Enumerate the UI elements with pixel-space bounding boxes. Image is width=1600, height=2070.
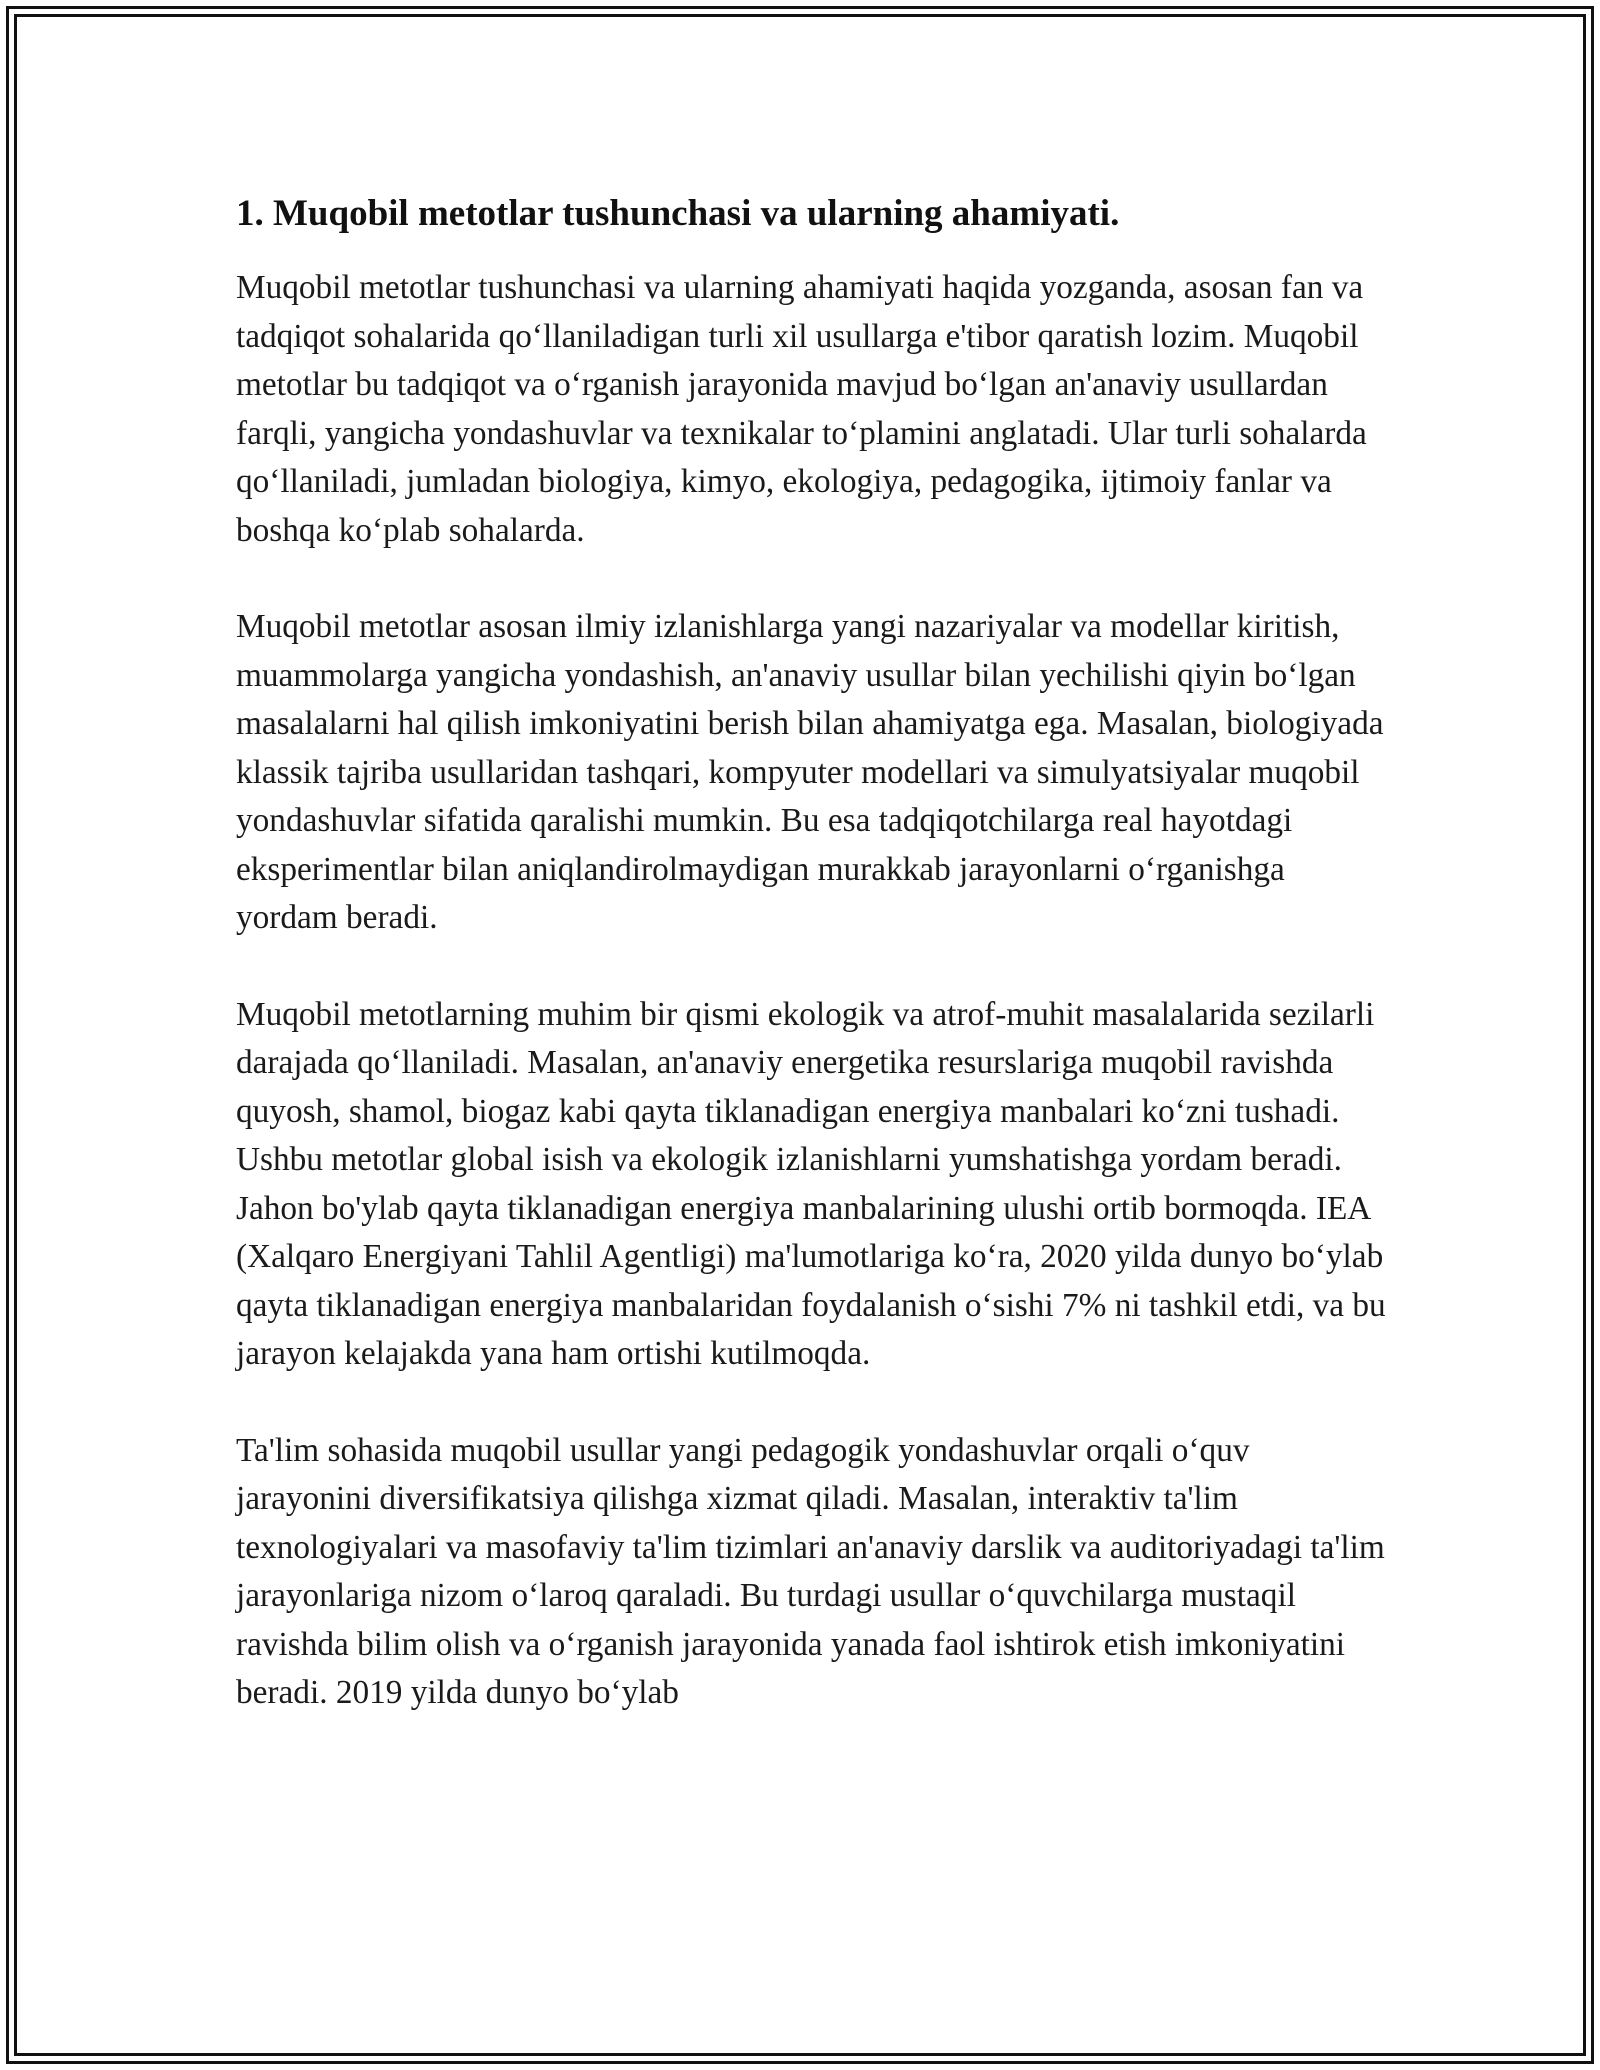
paragraph-1: Muqobil metotlar tushunchasi va ularning ahamiyati haqida yozganda, asosan fan va tadqiqot sohalarida qo‘llaniladigan turli xil usullarga e'tibor qaratish lozim. Muqobil metotlar bu tadqiqot va o‘rganish jarayonida mavjud bo‘lgan an'anaviy usullardan farqli, yangicha yondashuvlar va texnikalar to‘plamini anglatadi. Ular turli sohalarda qo‘llaniladi, jumladan biologiya, kimyo, ekologiya, pedagogika, ijtimoiy fanlar va boshqa ko‘plab sohalarda.: [236, 269, 1367, 549]
paragraph-2: Muqobil metotlar asosan ilmiy izlanishlarga yangi nazariyalar va modellar kiritish, muammolarga yangicha yondashish, an'anaviy usullar bilan yechilishi qiyin bo‘lgan masalalarni hal qilish imkoniyatini berish bilan ahamiyatga ega. Masalan, biologiyada klassik tajriba usullaridan tashqari, kompyuter modellari va simulyatsiyalar muqobil yondashuvlar sifatida qaralishi mumkin. Bu esa tadqiqotchilarga real hayotdagi eksperimentlar bilan aniqlandirolmaydigan murakkab jarayonlarni o‘rganishga yordam beradi.: [236, 608, 1384, 936]
paragraph-3: Muqobil metotlarning muhim bir qismi ekologik va atrof-muhit masalalarida sezilarli darajada qo‘llaniladi. Masalan, an'anaviy energetika resurslariga muqobil ravishda quyosh, shamol, biogaz kabi qayta tiklanadigan energiya manbalari ko‘zni tushadi. Ushbu metotlar global isish va ekologik izlanishlarni yumshatishga yordam beradi. Jahon bo'ylab qayta tiklanadigan energiya manbalarining ulushi ortib bormoqda. IEA (Xalqaro Energiyani Tahlil Agentligi) ma'lumotlariga ko‘ra, 2020 yilda dunyo bo‘ylab qayta tiklanadigan energiya manbalaridan foydalanish o‘sishi 7% ni tashkil etdi, va bu jarayon kelajakda yana ham ortishi kutilmoqda.: [236, 995, 1386, 1372]
section-heading: 1. Muqobil metotlar tushunchasi va ularning ahamiyati.: [236, 193, 1120, 234]
paragraph-4: Ta'lim sohasida muqobil usullar yangi pedagogik yondashuvlar orqali o‘quv jarayonini diversifikatsiya qilishga xizmat qiladi. Masalan, interaktiv ta'lim texnologiyalari va masofaviy ta'lim tizimlari an'anaviy darslik va auditoriyadagi ta'lim jarayonlariga nizom o‘laroq qaraladi. Bu turdagi usullar o‘quvchilarga mustaqil ravishda bilim olish va o‘rganish jarayonida yanada faol ishtirok etish imkoniyatini beradi. 2019 yilda dunyo bo‘ylab: [236, 1431, 1385, 1711]
document-body: [236, 186, 1386, 1766]
